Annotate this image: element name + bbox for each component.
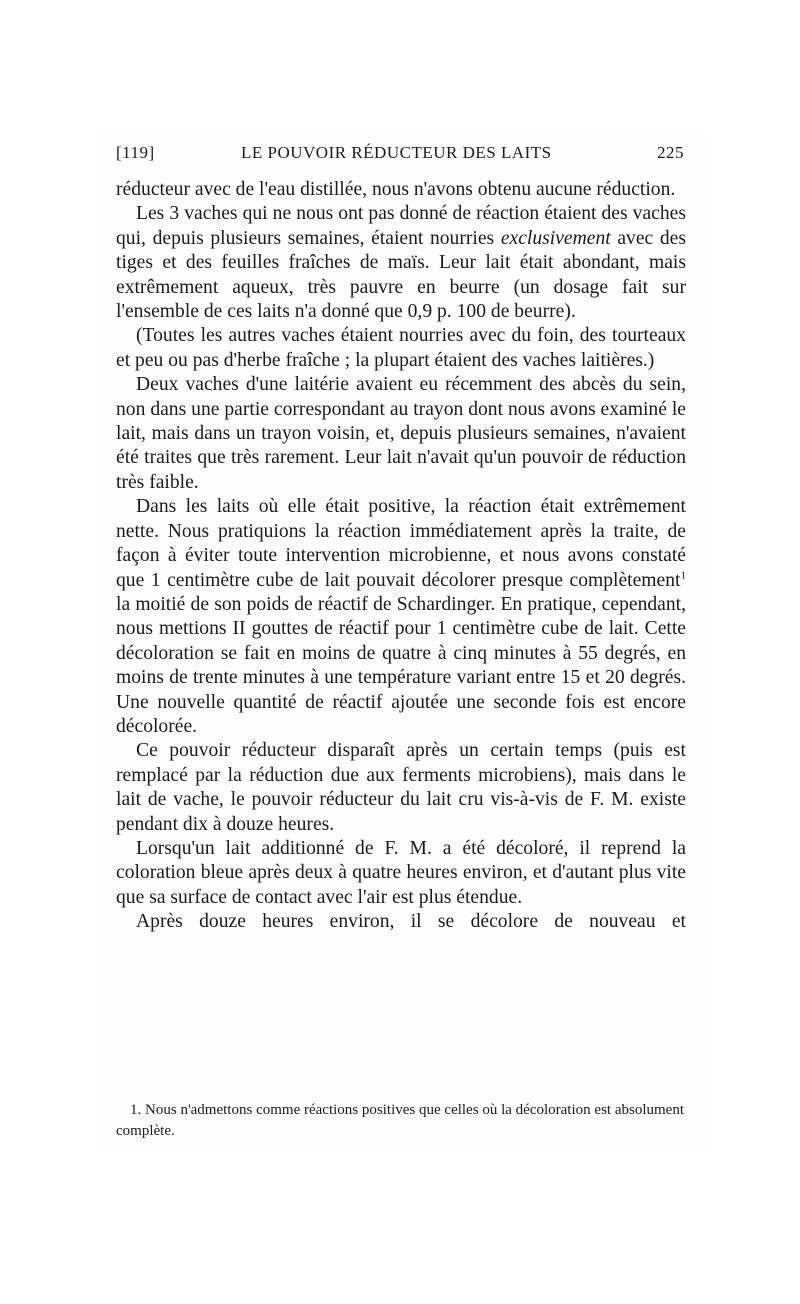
paragraph-3: (Toutes les autres vaches étaient nourries avec du foin, des tourteaux et peu ou pas d'herbe fraîche ; la plupart étaient des vaches laitières.) [116,325,686,371]
paragraph-6: Ce pouvoir réducteur disparaît après un certain temps (puis est remplacé par la réduction due aux ferments microbiens), mais dans le lait de vache, le pouvoir réducteur du lait cru vis-à-vis de F. M. existe pendant dix à douze heures. [116,740,686,835]
paragraph-5-start: Dans les laits où elle était positive, la réaction était extrêmement nette. Nous pratiquions la réaction immédiatement après la traite, de façon à éviter toute intervention microbienne, et nous avons constaté que 1 centimètre cube de lait pouvait décolorer presque complètement [116,496,686,591]
paragraph-8: Après douze heures environ, il se décolore de nouveau et [136,911,686,933]
paragraph-7: Lorsqu'un lait additionné de F. M. a été décoloré, il reprend la coloration bleue après deux à quatre heures environ, et d'autant plus vite que sa surface de contact avec l'air est plus étendue. [116,837,686,908]
page-number: 225 [657,143,684,162]
paragraph-5 [116,495,686,739]
paragraph-4: Deux vaches d'une laitérie avaient eu récemment des abcès du sein, non dans une partie correspondant au trayon dont nous avons examiné le lait, mais dans un trayon voisin, et, depuis plusieurs semaines, n'avaient été traites que très rarement. Leur lait n'avait qu'un pouvoir de réduction très faible. [116,374,686,493]
footnote-text: 1. Nous n'admettons comme réactions positives que celles où la décoloration est absolument complète. [116,1102,684,1139]
paragraph-5-end: la moitié de son poids de réactif de Schardinger. En pratique, cependant, nous mettions II gouttes de réactif pour 1 centimètre cube de lait. Cette décoloration se fait en moins de quatre à cinq minutes à 55 degrés, en moins de trente minutes à une température variant entre 15 et 20 degrés. Une nouvelle quantité de réactif ajoutée une seconde fois est encore décolorée. [116,593,686,737]
paragraph-2-end: avec des tiges et des feuilles fraîches de maïs. Leur lait était abondant, mais extrêmement aqueux, très pauvre en beurre (un dosage fait sur l'ensemble de ces laits n'a donné que 0,9 p. 100 de beurre). [116,227,686,323]
page-reference: [119] [116,143,155,162]
body-text [116,178,686,935]
running-header [116,143,684,167]
footnote-reference[interactable]: 1 [680,568,686,581]
paragraph-2-start: Les 3 vaches qui ne nous ont pas donné de réaction étaient des vaches qui, depuis plusieurs semaines, étaient nourries [116,203,686,249]
paragraph-1: réducteur avec de l'eau distillée, nous n'avons obtenu aucune réduction. [116,179,676,200]
paragraph-2 [116,202,686,324]
emphasis-exclusivement: exclusivement [500,227,611,249]
footnote [116,1100,684,1142]
running-title: LE POUVOIR RÉDUCTEUR DES LAITS [241,143,552,162]
